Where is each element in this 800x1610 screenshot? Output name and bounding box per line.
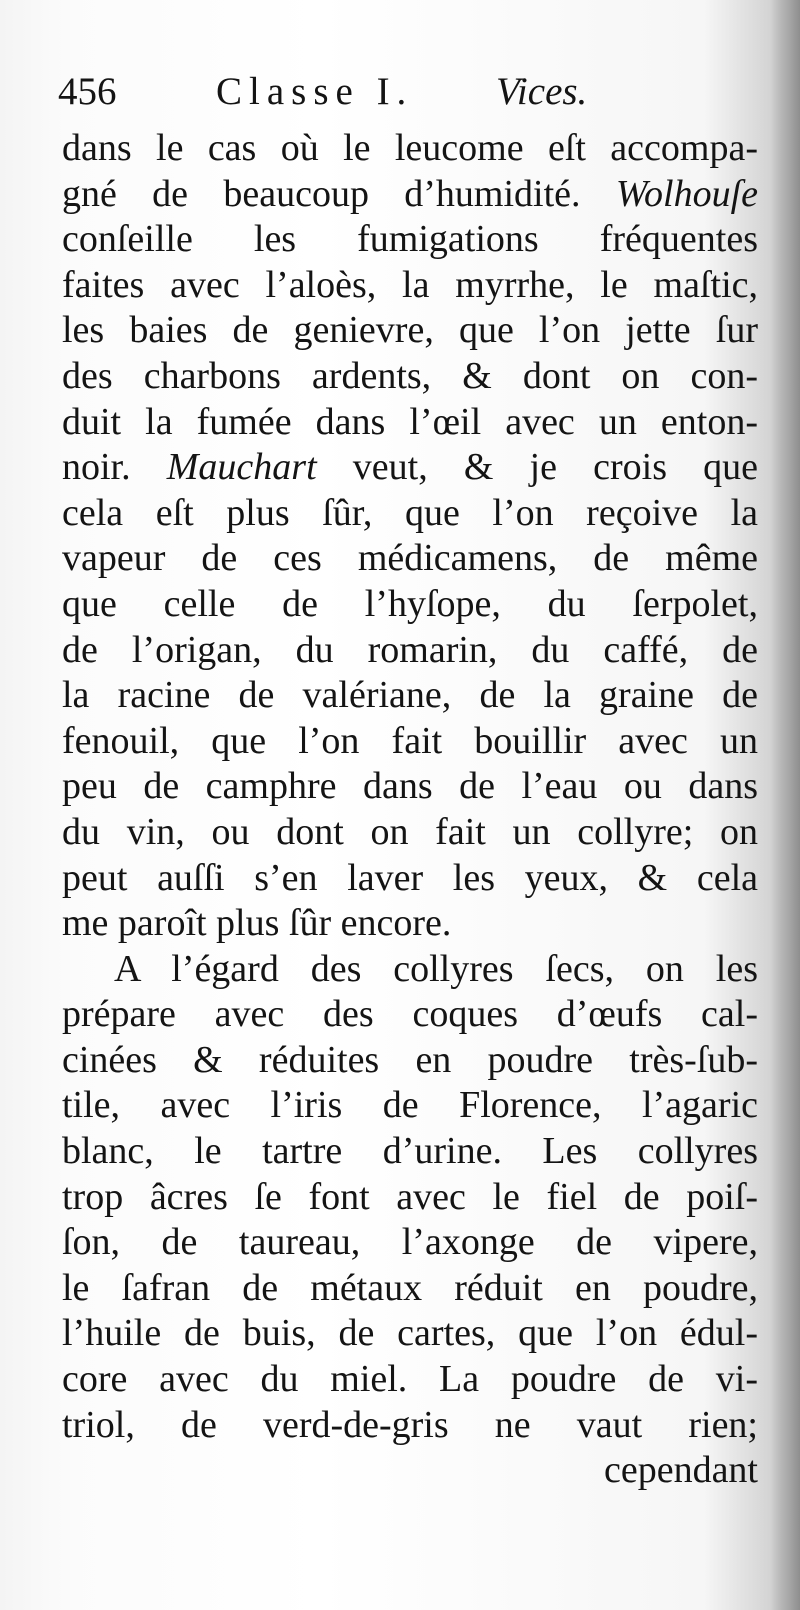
text-line: des charbons ardents, & dont on con- bbox=[62, 354, 758, 397]
text-line: core avec du miel. La poudre de vi- bbox=[62, 1358, 758, 1401]
text-line: gné de beaucoup d’humidité. Wolhouſe bbox=[62, 172, 758, 215]
text-line: triol, de verd-de-gris ne vaut rien; bbox=[62, 1403, 758, 1446]
text-line: cinées & réduites en poudre très-ſub- bbox=[62, 1038, 758, 1081]
text-line: tile, avec l’iris de Florence, l’agaric bbox=[62, 1084, 758, 1127]
author-name: Mauchart bbox=[166, 446, 317, 489]
text-line: blanc, le tartre d’urine. Les collyres bbox=[62, 1130, 758, 1173]
text-line: ſon, de taureau, l’axonge de vipere, bbox=[62, 1221, 758, 1264]
text-line: cela eſt plus ſûr, que l’on reçoive la bbox=[62, 491, 758, 534]
text-line: duit la fumée dans l’œil avec un enton- bbox=[62, 400, 758, 443]
class-title: Classe I. bbox=[216, 70, 414, 113]
text-line: la racine de valériane, de la graine de bbox=[62, 674, 758, 717]
text-line: A l’égard des collyres ſecs, on les bbox=[114, 947, 758, 990]
text-line: conſeille les fumigations fréquentes bbox=[62, 218, 758, 261]
text-line: que celle de l’hyſope, du ſerpolet, bbox=[62, 582, 758, 625]
text-line: du vin, ou dont on fait un collyre; on bbox=[62, 810, 758, 853]
text-line: les baies de genievre, que l’on jette ſur bbox=[62, 309, 758, 352]
section-title: Vices. bbox=[496, 70, 588, 113]
text-line: prépare avec des coques d’œufs cal- bbox=[62, 993, 758, 1036]
running-header bbox=[58, 70, 758, 114]
text-line: trop âcres ſe font avec le fiel de poiſ- bbox=[62, 1175, 758, 1218]
text-line: dans le cas où le leucome eſt accompa- bbox=[62, 127, 758, 169]
author-name: Wolhouſe bbox=[615, 172, 758, 215]
text-line: peu de camphre dans de l’eau ou dans bbox=[62, 765, 758, 808]
text-line: fenouil, que l’on fait bouillir avec un bbox=[62, 719, 758, 762]
text-line: le ſafran de métaux réduit en poudre, bbox=[62, 1266, 758, 1309]
page-number: 456 bbox=[58, 70, 117, 113]
catchword: cependant bbox=[603, 1449, 758, 1492]
text-line: faites avec l’aloès, la myrrhe, le maſtic, bbox=[62, 263, 758, 306]
text-line: de l’origan, du romarin, du caffé, de bbox=[62, 628, 758, 671]
text-line: noir. Mauchart veut, & je crois que bbox=[62, 446, 758, 489]
text-line: vapeur de ces médicamens, de même bbox=[62, 537, 758, 580]
text-line: l’huile de buis, de cartes, que l’on édul- bbox=[62, 1312, 758, 1355]
text-line: me paroît plus ſûr encore. bbox=[62, 902, 452, 945]
text-line: peut auſſi s’en laver les yeux, & cela bbox=[62, 856, 758, 899]
body-text bbox=[62, 126, 758, 1494]
page-gutter-shadow bbox=[770, 0, 800, 1610]
